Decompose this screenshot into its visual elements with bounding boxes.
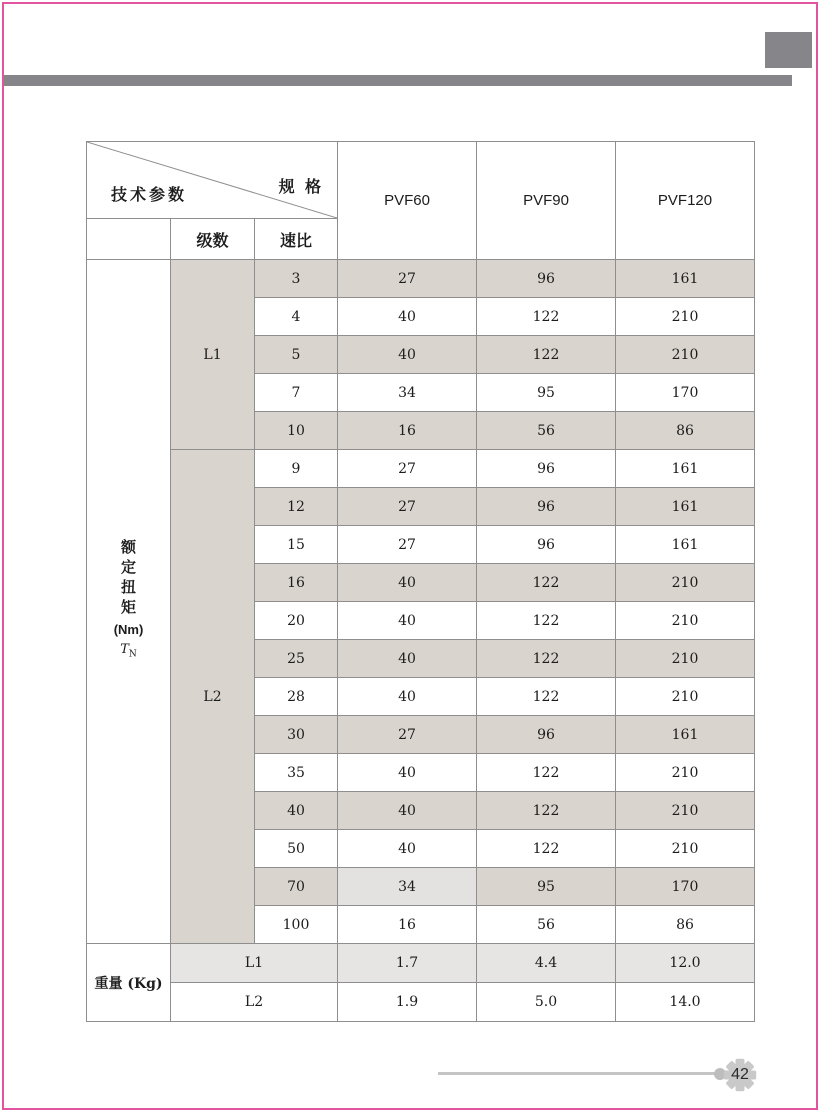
page-number: 42 bbox=[731, 1066, 749, 1083]
column-header-pvf120: PVF120 bbox=[616, 142, 755, 260]
torque-value-cell: 161 bbox=[616, 260, 755, 298]
torque-value-cell: 40 bbox=[338, 602, 477, 640]
torque-vertical-label bbox=[87, 538, 170, 665]
torque-value-cell: 210 bbox=[616, 336, 755, 374]
torque-unit-label: (Nm) bbox=[113, 622, 144, 638]
ratio-cell: 16 bbox=[255, 564, 338, 602]
torque-value-cell: 210 bbox=[616, 678, 755, 716]
ratio-cell: 9 bbox=[255, 450, 338, 488]
torque-label-char-0: 额 bbox=[120, 539, 136, 557]
torque-value-cell: 161 bbox=[616, 450, 755, 488]
weight-value-cell: 1.7 bbox=[338, 944, 477, 983]
torque-label-char-2: 扭 bbox=[120, 579, 136, 597]
torque-value-cell: 210 bbox=[616, 640, 755, 678]
ratio-cell: 10 bbox=[255, 412, 338, 450]
torque-value-cell: 56 bbox=[477, 906, 616, 944]
torque-axis-label-cell bbox=[87, 260, 171, 944]
column-header-pvf60: PVF60 bbox=[338, 142, 477, 260]
torque-value-cell: 210 bbox=[616, 564, 755, 602]
ratio-cell: 50 bbox=[255, 830, 338, 868]
torque-value-cell: 34 bbox=[338, 868, 477, 906]
ratio-cell: 40 bbox=[255, 792, 338, 830]
torque-value-cell: 27 bbox=[338, 450, 477, 488]
torque-value-cell: 122 bbox=[477, 336, 616, 374]
torque-symbol: $T_N$ bbox=[120, 642, 137, 660]
torque-value-cell: 161 bbox=[616, 716, 755, 754]
ratio-cell: 28 bbox=[255, 678, 338, 716]
torque-value-cell: 122 bbox=[477, 830, 616, 868]
header-spec-label: 规 格 bbox=[278, 179, 325, 196]
weight-label-cell: 重量 (Kg) bbox=[87, 944, 171, 1022]
weight-row bbox=[87, 983, 755, 1022]
torque-value-cell: 40 bbox=[338, 564, 477, 602]
weight-level-cell: L2 bbox=[171, 983, 338, 1022]
weight-value-cell: 5.0 bbox=[477, 983, 616, 1022]
torque-value-cell: 96 bbox=[477, 260, 616, 298]
torque-value-cell: 96 bbox=[477, 488, 616, 526]
ratio-header-cell: 速比 bbox=[255, 219, 338, 260]
ratio-cell: 70 bbox=[255, 868, 338, 906]
torque-value-cell: 210 bbox=[616, 754, 755, 792]
weight-level-cell: L1 bbox=[171, 944, 338, 983]
torque-value-cell: 122 bbox=[477, 564, 616, 602]
ratio-cell: 5 bbox=[255, 336, 338, 374]
torque-value-cell: 40 bbox=[338, 830, 477, 868]
torque-value-cell: 96 bbox=[477, 450, 616, 488]
ratio-cell: 25 bbox=[255, 640, 338, 678]
torque-value-cell: 170 bbox=[616, 374, 755, 412]
ratio-cell: 35 bbox=[255, 754, 338, 792]
ratio-cell: 20 bbox=[255, 602, 338, 640]
ratio-cell: 30 bbox=[255, 716, 338, 754]
torque-value-cell: 161 bbox=[616, 488, 755, 526]
header-corner-block bbox=[765, 32, 812, 68]
torque-value-cell: 210 bbox=[616, 298, 755, 336]
weight-value-cell: 14.0 bbox=[616, 983, 755, 1022]
torque-value-cell: 161 bbox=[616, 526, 755, 564]
ratio-cell: 3 bbox=[255, 260, 338, 298]
torque-value-cell: 122 bbox=[477, 792, 616, 830]
torque-row bbox=[87, 450, 755, 488]
torque-value-cell: 95 bbox=[477, 374, 616, 412]
weight-row bbox=[87, 944, 755, 983]
torque-value-cell: 170 bbox=[616, 868, 755, 906]
header-params-label: 技术参数 bbox=[111, 187, 188, 204]
torque-value-cell: 27 bbox=[338, 488, 477, 526]
torque-value-cell: 16 bbox=[338, 906, 477, 944]
ratio-cell: 12 bbox=[255, 488, 338, 526]
torque-value-cell: 40 bbox=[338, 754, 477, 792]
torque-value-cell: 95 bbox=[477, 868, 616, 906]
torque-value-cell: 40 bbox=[338, 298, 477, 336]
torque-value-cell: 27 bbox=[338, 260, 477, 298]
stages-header-cell: 级数 bbox=[171, 219, 255, 260]
torque-value-cell: 40 bbox=[338, 678, 477, 716]
ratio-cell: 4 bbox=[255, 298, 338, 336]
torque-value-cell: 34 bbox=[338, 374, 477, 412]
torque-value-cell: 210 bbox=[616, 830, 755, 868]
weight-value-cell: 12.0 bbox=[616, 944, 755, 983]
column-header-pvf90: PVF90 bbox=[477, 142, 616, 260]
footer-rule bbox=[438, 1072, 722, 1075]
torque-value-cell: 40 bbox=[338, 640, 477, 678]
torque-value-cell: 210 bbox=[616, 792, 755, 830]
ratio-cell: 15 bbox=[255, 526, 338, 564]
torque-value-cell: 40 bbox=[338, 336, 477, 374]
ratio-cell: 7 bbox=[255, 374, 338, 412]
torque-label-char-1: 定 bbox=[120, 559, 136, 577]
torque-value-cell: 122 bbox=[477, 678, 616, 716]
header-rule-bar bbox=[4, 75, 792, 86]
stage-group-cell: L1 bbox=[171, 260, 255, 450]
page-number-badge bbox=[722, 1057, 758, 1093]
torque-value-cell: 40 bbox=[338, 792, 477, 830]
torque-value-cell: 86 bbox=[616, 906, 755, 944]
torque-label-char-3: 矩 bbox=[120, 599, 136, 617]
torque-body bbox=[87, 260, 755, 1022]
diagonal-header-cell bbox=[87, 142, 338, 219]
stage-group-cell: L2 bbox=[171, 450, 255, 944]
torque-value-cell: 122 bbox=[477, 754, 616, 792]
torque-value-cell: 86 bbox=[616, 412, 755, 450]
torque-value-cell: 96 bbox=[477, 716, 616, 754]
torque-value-cell: 122 bbox=[477, 640, 616, 678]
weight-value-cell: 1.9 bbox=[338, 983, 477, 1022]
header-row bbox=[87, 142, 755, 219]
weight-value-cell: 4.4 bbox=[477, 944, 616, 983]
torque-value-cell: 122 bbox=[477, 298, 616, 336]
blank-header-cell bbox=[87, 219, 171, 260]
torque-value-cell: 16 bbox=[338, 412, 477, 450]
ratio-cell: 100 bbox=[255, 906, 338, 944]
spec-table bbox=[86, 141, 755, 1022]
torque-value-cell: 27 bbox=[338, 716, 477, 754]
torque-value-cell: 122 bbox=[477, 602, 616, 640]
torque-value-cell: 96 bbox=[477, 526, 616, 564]
torque-value-cell: 210 bbox=[616, 602, 755, 640]
torque-row bbox=[87, 260, 755, 298]
torque-value-cell: 56 bbox=[477, 412, 616, 450]
torque-value-cell: 27 bbox=[338, 526, 477, 564]
